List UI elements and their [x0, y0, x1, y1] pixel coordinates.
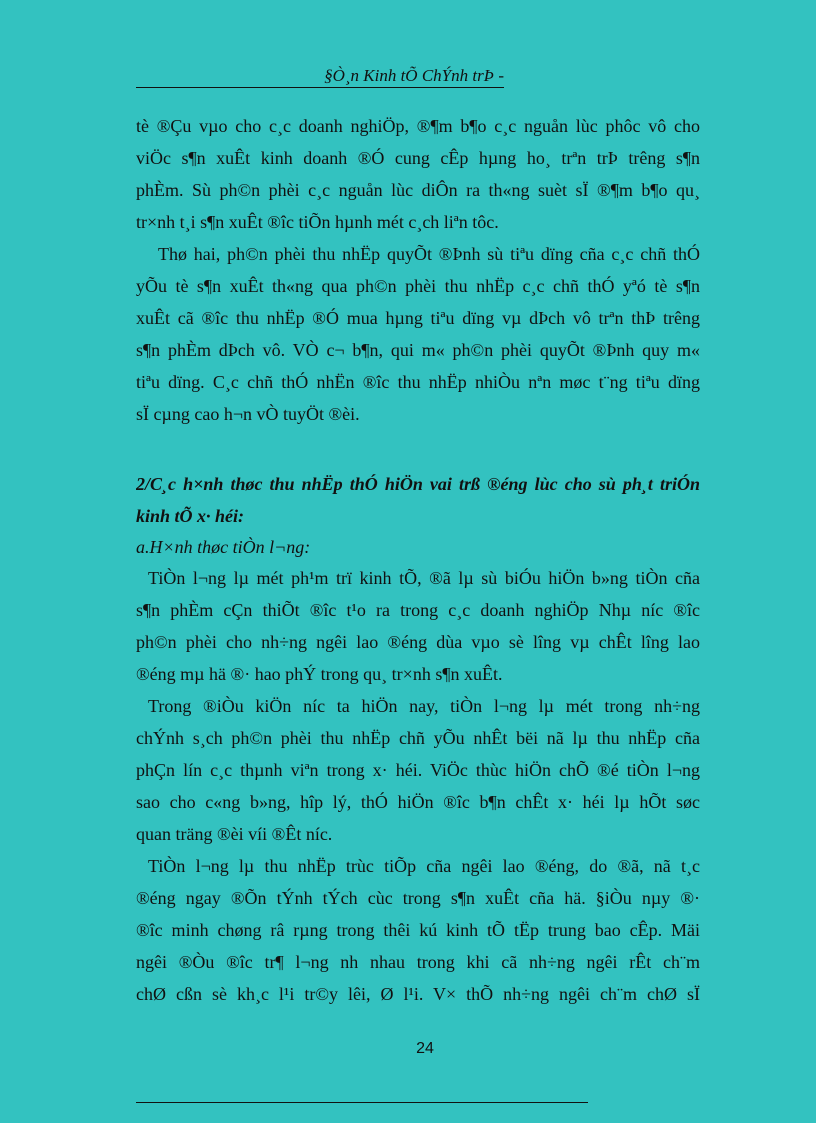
- text-line: xuÊt cã ®îc thu nhËp ®Ó mua hµng tiªu dïng vµ dÞch vô trªn thÞ trêng: [136, 308, 700, 328]
- text-line: yÕu tè s¶n xuÊt th«ng qua ph©n phèi thu nhËp c¸c chñ thÓ yªó tè s¶n: [136, 276, 700, 296]
- footer-rule: [136, 1102, 588, 1103]
- text-line: sÏ cµng cao h¬n vÒ tuyÖt ®èi.: [136, 404, 360, 424]
- text-line: chØ cßn sè kh¸c l¹i tr©y lêi, Ø l¹i. V× thÕ nh÷ng ngêi ch¨m chØ sÏ: [136, 984, 700, 1004]
- text-line: ®éng ngay ®Õn tÝnh tÝch cùc trong s¶n xuÊt cña hä. §iÒu nµy ®·: [136, 888, 700, 908]
- text-line: tiªu dïng. C¸c chñ thÓ nhËn ®îc thu nhËp nhiÒu nªn møc t¨ng tiªu dïng: [136, 372, 700, 392]
- text-line: phÈm. Sù ph©n phèi c¸c nguån lùc diÔn ra th«ng suèt sÏ ®¶m b¶o qu¸: [136, 180, 700, 200]
- text-line: ngêi ®Òu ®îc tr¶ l¬ng nh nhau trong khi cã nh÷ng ngêi rÊt ch¨m: [136, 952, 700, 972]
- heading-line: kinh tÕ x· héi:: [136, 506, 245, 526]
- paragraph-3: [136, 562, 700, 690]
- page-number: 24: [416, 1040, 434, 1057]
- subsection-heading: a.H×nh thøc tiÒn l¬ng:: [136, 537, 311, 557]
- text-line: TiÒn l¬ng lµ thu nhËp trùc tiÕp cña ngêi lao ®éng, do ®ã, nã t¸c: [148, 856, 700, 876]
- section-gap: [136, 430, 700, 468]
- section-heading: [136, 468, 700, 532]
- text-line: Thø hai, ph©n phèi thu nhËp quyÕt ®Þnh sù tiªu dïng cña c¸c chñ thÓ: [158, 244, 700, 264]
- paragraph-1: [136, 110, 700, 238]
- text-line: s¶n phÈm dÞch vô. VÒ c¬ b¶n, qui m« ph©n phèi quyÕt ®Þnh quy m«: [136, 340, 700, 360]
- text-line: TiÒn l¬ng lµ mét ph¹m trï kinh tÕ, ®ã lµ sù biÓu hiÖn b»ng tiÒn cña: [148, 568, 700, 588]
- body-text: [136, 110, 700, 1010]
- text-line: Trong ®iÒu kiÖn níc ta hiÖn nay, tiÒn l¬ng lµ mét trong nh÷ng: [148, 696, 700, 716]
- text-line: ®îc minh chøng râ rµng trong thêi kú kinh tÕ tËp trung bao cÊp. Mäi: [136, 920, 700, 940]
- text-line: quan träng ®èi víi ®Êt níc.: [136, 824, 333, 844]
- text-line: chÝnh s¸ch ph©n phèi thu nhËp chñ yÕu nhÊt bëi nã lµ thu nhËp cña: [136, 728, 700, 748]
- header-rule: [136, 87, 504, 88]
- text-line: ®éng mµ hä ®· hao phÝ trong qu¸ tr×nh s¶n xuÊt.: [136, 664, 503, 684]
- text-line: s¶n phÈm cÇn thiÕt ®îc t¹o ra trong c¸c doanh nghiÖp Nhµ níc ®îc: [136, 600, 700, 620]
- running-header: §Ò¸n Kinh tÕ ChÝnh trÞ -: [324, 66, 504, 85]
- text-line: sao cho c«ng b»ng, hîp lý, thÓ hiÖn ®îc b¶n chÊt x· héi lµ hÕt søc: [136, 792, 700, 812]
- paragraph-2: [136, 238, 700, 430]
- text-line: tè ®Çu vµo cho c¸c doanh nghiÖp, ®¶m b¶o c¸c nguån lùc phôc vô cho: [136, 116, 700, 136]
- paragraph-5: [136, 850, 700, 1010]
- heading-line: 2/C¸c h×nh thøc thu nhËp thÓ hiÖn vai trß ®éng lùc cho sù ph¸t triÓn: [136, 474, 700, 494]
- text-line: tr×nh t¸i s¶n xuÊt ®îc tiÕn hµnh mét c¸ch liªn tôc.: [136, 212, 499, 232]
- text-line: phÇn lín c¸c thµnh viªn trong x· héi. ViÖc thùc hiÖn chÕ ®é tiÒn l¬ng: [136, 760, 700, 780]
- text-line: viÖc s¶n xuÊt kinh doanh ®Ó cung cÊp hµng ho¸ trªn trÞ trêng s¶n: [136, 148, 700, 168]
- text-line: ph©n phèi cho nh÷ng ngêi lao ®éng dùa vµo sè lîng vµ chÊt lîng lao: [136, 632, 700, 652]
- paragraph-4: [136, 690, 700, 850]
